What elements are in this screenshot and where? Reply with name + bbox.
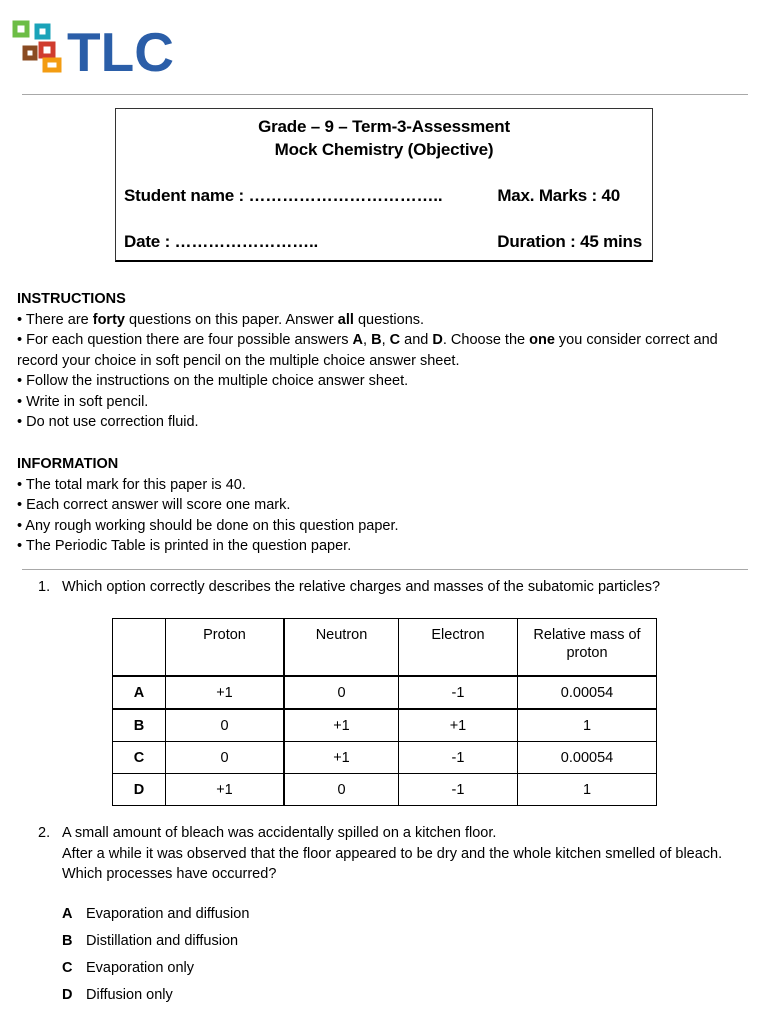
logo-square-orange [45,60,59,70]
table-row [113,676,657,709]
option-letter: A [62,906,73,922]
max-marks: Max. Marks : 40 [497,186,620,205]
question-1 [38,577,748,598]
table-cell: 0.00054 [518,676,657,709]
information-line: • The Periodic Table is printed in the question paper. [17,538,352,554]
logo-square-green [15,23,27,35]
table-cell: A [113,676,166,709]
question-line: After a while it was observed that the floor appeared to be dry and the whole kitchen smelled of bleach. [62,845,723,862]
table-cell: +1 [399,709,518,742]
information-heading: INFORMATION [17,456,119,472]
table-cell: +1 [166,676,285,709]
option-letter: D [62,987,73,1003]
option-c [62,958,249,985]
option-text: Diffusion only [86,987,173,1003]
instruction-line: • Do not use correction fluid. [17,414,199,430]
option-b [62,931,249,958]
table-cell: 0.00054 [518,742,657,774]
instruction-line: record your choice in soft pencil on the multiple choice answer sheet. [17,352,460,369]
table-cell: -1 [399,774,518,806]
table-cell: D [113,774,166,806]
table-header-row [113,619,657,677]
table-cell: -1 [399,676,518,709]
table-cell: C [113,742,166,774]
table-cell: +1 [166,774,285,806]
instructions-section [17,289,757,433]
table-cell: +1 [284,742,399,774]
logo-square-brown [25,48,35,58]
logo-square-teal [37,26,48,37]
option-text: Distillation and diffusion [86,933,239,949]
table-cell: 0 [166,742,285,774]
instruction-line: • There are forty questions on this paper. Answer all questions. [17,311,425,328]
option-text: Evaporation and diffusion [86,906,250,922]
divider-top [22,94,748,95]
table-header-cell: Proton [166,619,285,677]
table-row [113,742,657,774]
table-header-cell [113,619,166,677]
question-line: Which processes have occurred? [62,866,277,882]
table-cell: 0 [284,676,399,709]
table-cell: 1 [518,709,657,742]
question-text [62,823,753,885]
table-cell: 0 [166,709,285,742]
information-section [17,454,757,557]
instruction-line: • Write in soft pencil. [17,393,149,410]
duration: Duration : 45 mins [497,232,642,251]
information-line: • The total mark for this paper is 40. [17,476,246,493]
question-number: 2. [38,825,51,841]
option-d [62,985,249,1012]
question-2 [38,823,753,885]
instruction-line: • Follow the instructions on the multiple choice answer sheet. [17,373,409,389]
table-cell: 1 [518,774,657,806]
table-cell: B [113,709,166,742]
table-row [113,774,657,806]
logo-text: TLC [67,21,174,78]
divider-questions [22,569,748,570]
table-cell: 0 [284,774,399,806]
table-header-cell: Neutron [284,619,399,677]
option-a [62,904,249,931]
exam-title: Grade – 9 – Term-3-Assessment [258,117,510,136]
subatomic-particles-table [112,618,657,806]
question-line: A small amount of bleach was accidentally spilled on a kitchen floor. [62,825,497,841]
question-number: 1. [38,579,51,595]
table-cell: -1 [399,742,518,774]
option-letter: B [62,933,73,949]
table-header-cell: Relative mass of proton [518,619,657,677]
question-2-options [62,904,249,1012]
student-name-field: Student name : …………………………….. [124,186,443,205]
instructions-heading: INSTRUCTIONS [17,291,126,307]
date-field: Date : …………………….. [124,232,319,251]
instruction-line: • For each question there are four possible answers A, B, C and D. Choose the one you consider correct and [17,332,718,348]
information-line: • Any rough working should be done on this question paper. [17,517,399,534]
table-cell: +1 [284,709,399,742]
logo-square-red [41,44,53,56]
exam-header-box [115,108,653,262]
question-text: Which option correctly describes the relative charges and masses of the subatomic particles? [62,579,661,595]
option-text: Evaporation only [86,960,195,976]
exam-subtitle: Mock Chemistry (Objective) [274,140,494,159]
table-row [113,709,657,742]
table-header-cell: Electron [399,619,518,677]
information-line: • Each correct answer will score one mark. [17,497,291,513]
tlc-logo [12,20,187,78]
option-letter: C [62,960,73,976]
